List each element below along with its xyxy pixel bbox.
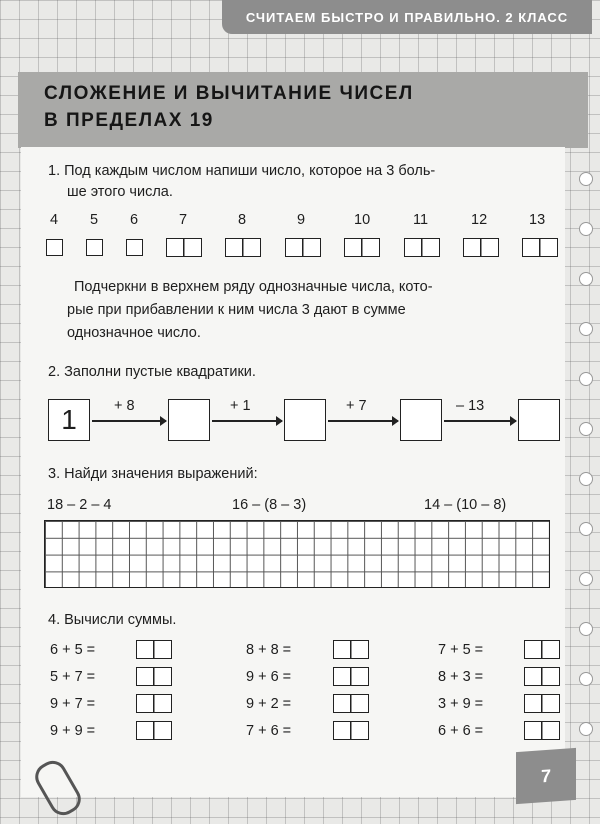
sum-answer-box[interactable]: [136, 640, 172, 659]
chain-op-label: + 8: [114, 398, 135, 414]
sum-answer-box[interactable]: [136, 667, 172, 686]
sum-answer-box[interactable]: [333, 721, 369, 740]
chain-start-box: 1: [48, 399, 90, 441]
binding-hole: [579, 222, 593, 236]
sum-answer-box[interactable]: [333, 667, 369, 686]
task1-number: 5: [90, 212, 99, 228]
expression: 18 – 2 – 4: [47, 497, 112, 513]
chain-box[interactable]: [518, 399, 560, 441]
header-tab: [222, 0, 592, 34]
binding-hole: [579, 372, 593, 386]
binding-hole: [579, 522, 593, 536]
chain-arrow: [212, 420, 282, 422]
sum-expression: 9 + 2 =: [246, 696, 292, 712]
chain-arrow: [328, 420, 398, 422]
task1-number: 7: [179, 212, 188, 228]
sum-answer-box[interactable]: [333, 694, 369, 713]
sum-expression: 9 + 9 =: [50, 723, 96, 739]
expression: 16 – (8 – 3): [232, 497, 307, 513]
task1-number: 6: [130, 212, 139, 228]
sum-expression: 6 + 5 =: [50, 642, 96, 658]
task1-number: 10: [354, 212, 371, 228]
task1-sub-line3: однозначное число.: [67, 325, 201, 341]
chain-arrow: [92, 420, 166, 422]
sum-answer-box[interactable]: [524, 667, 560, 686]
sum-answer-box[interactable]: [136, 694, 172, 713]
sum-expression: 8 + 8 =: [246, 642, 292, 658]
chain-op-label: + 1: [230, 398, 251, 414]
answer-box[interactable]: [404, 238, 440, 257]
task1-text-line2: ше этого числа.: [67, 184, 173, 200]
binding-hole: [579, 422, 593, 436]
task1-number: 9: [297, 212, 306, 228]
task2-text: 2. Заполни пустые квадратики.: [48, 364, 256, 380]
binding-hole: [579, 172, 593, 186]
chain-box[interactable]: [400, 399, 442, 441]
binding-hole: [579, 472, 593, 486]
sum-answer-box[interactable]: [333, 640, 369, 659]
answer-box[interactable]: [463, 238, 499, 257]
chain-box[interactable]: [168, 399, 210, 441]
task1-number: 11: [413, 212, 429, 228]
sum-expression: 7 + 5 =: [438, 642, 484, 658]
answer-box[interactable]: [344, 238, 380, 257]
answer-box[interactable]: [86, 239, 103, 256]
sum-answer-box[interactable]: [524, 721, 560, 740]
binding-hole: [579, 272, 593, 286]
sum-answer-box[interactable]: [524, 640, 560, 659]
binding-hole: [579, 622, 593, 636]
chain-arrow: [444, 420, 516, 422]
answer-box[interactable]: [46, 239, 63, 256]
task1-sub-line1: Подчеркни в верхнем ряду однозначные числа, кото-: [74, 279, 433, 295]
answer-box[interactable]: [225, 238, 261, 257]
sum-expression: 3 + 9 =: [438, 696, 484, 712]
binding-hole: [579, 672, 593, 686]
task1-number: 4: [50, 212, 59, 228]
expression: 14 – (10 – 8): [424, 497, 507, 513]
sum-expression: 5 + 7 =: [50, 669, 96, 685]
title-line-2: В ПРЕДЕЛАХ 19: [44, 110, 214, 131]
task4-text: 4. Вычисли суммы.: [48, 612, 177, 628]
answer-box[interactable]: [166, 238, 202, 257]
page-number-tab: [516, 748, 576, 804]
chain-op-label: – 13: [456, 398, 485, 414]
answer-grid[interactable]: [44, 520, 550, 588]
page-title: [44, 80, 414, 134]
page-number: 7: [540, 765, 551, 786]
sum-answer-box[interactable]: [136, 721, 172, 740]
binding-hole: [579, 722, 593, 736]
task1-number: 13: [529, 212, 546, 228]
sum-expression: 7 + 6 =: [246, 723, 292, 739]
sum-answer-box[interactable]: [524, 694, 560, 713]
title-line-1: СЛОЖЕНИЕ И ВЫЧИТАНИЕ ЧИСЕЛ: [44, 83, 414, 104]
task1-number: 12: [471, 212, 488, 228]
task3-text: 3. Найди значения выражений:: [48, 466, 258, 482]
sum-expression: 9 + 6 =: [246, 669, 292, 685]
chain-op-label: + 7: [346, 398, 367, 414]
task1-text-line1: 1. Под каждым числом напиши число, которое на 3 боль-: [48, 163, 436, 179]
header-title: СЧИТАЕМ БЫСТРО И ПРАВИЛЬНО. 2 КЛАСС: [245, 9, 569, 25]
answer-box[interactable]: [126, 239, 143, 256]
binding-hole: [579, 572, 593, 586]
sum-expression: 8 + 3 =: [438, 669, 484, 685]
binding-hole: [579, 322, 593, 336]
sum-expression: 9 + 7 =: [50, 696, 96, 712]
answer-box[interactable]: [285, 238, 321, 257]
chain-box[interactable]: [284, 399, 326, 441]
task1-number: 8: [238, 212, 247, 228]
answer-box[interactable]: [522, 238, 558, 257]
task1-sub-line2: рые при прибавлении к ним числа 3 дают в сумме: [67, 302, 406, 318]
sum-expression: 6 + 6 =: [438, 723, 484, 739]
